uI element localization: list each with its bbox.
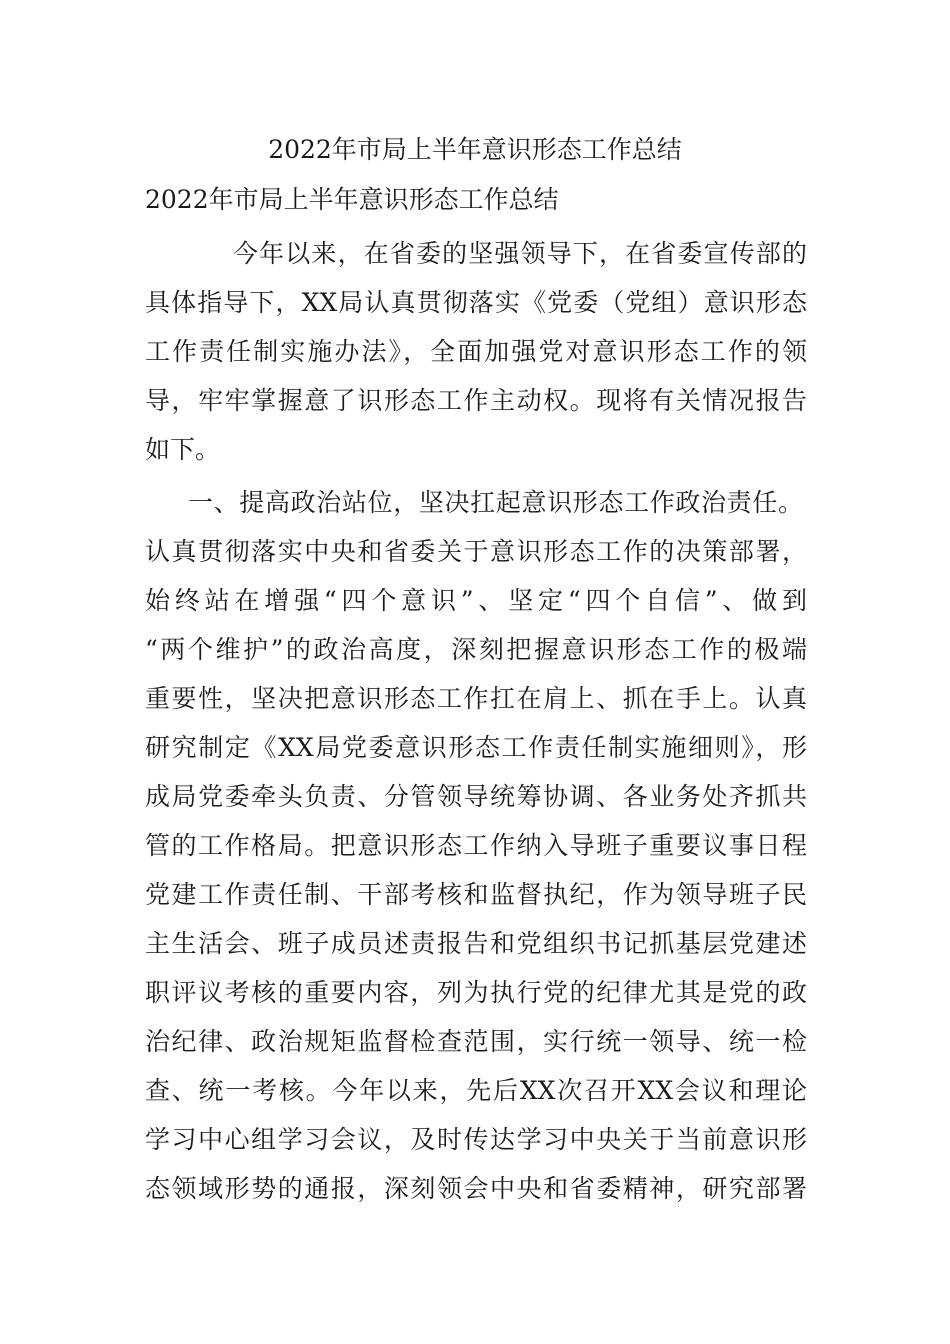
paragraph-2-line: 研究制定《XX局党委意识形态工作责任制实施细则》，形 <box>145 733 807 762</box>
paragraph-1-line: 导，牢牢掌握意了识形态工作主动权。现将有关情况报告 <box>145 386 807 415</box>
paragraph-2-line: 态领域形势的通报，深刻领会中央和省委精神，研究部署 <box>145 1174 807 1203</box>
paragraph-2-line: 查、统一考核。今年以来，先后XX次召开XX会议和理论 <box>145 1076 807 1105</box>
paragraph-1-line: 如下。 <box>145 435 221 464</box>
paragraph-2-line: 职评议考核的重要内容，列为执行党的纪律尤其是党的政 <box>145 978 807 1007</box>
paragraph-2-line: 主生活会、班子成员述责报告和党组织书记抓基层党建述 <box>145 929 807 958</box>
paragraph-2-line: 重要性，坚决把意识形态工作扛在肩上、抓在手上。认真 <box>145 684 807 713</box>
paragraph-2-line: 始终站在增强“四个意识”、坚定“四个自信”、做到 <box>145 586 807 615</box>
document-subtitle: 2022年市局上半年意识形态工作总结 <box>145 185 559 214</box>
paragraph-2-line: 成局党委牵头负责、分管领导统筹协调、各业务处齐抓共 <box>145 782 807 811</box>
paragraph-2-line: 管的工作格局。把意识形态工作纳入导班子重要议事日程 <box>145 831 807 860</box>
paragraph-1-line: 具体指导下，XX局认真贯彻落实《党委（党组）意识形态 <box>145 288 807 317</box>
paragraph-1-line: 工作责任制实施办法》，全面加强党对意识形态工作的领 <box>145 337 807 366</box>
document-title: 2022年市局上半年意识形态工作总结 <box>268 135 682 164</box>
paragraph-1-line: 今年以来，在省委的坚强领导下，在省委宣传部的 <box>233 239 807 268</box>
section-heading-line: 一、提高政治站位，坚决扛起意识形态工作政治责任。 <box>188 488 803 517</box>
paragraph-2-line: 认真贯彻落实中央和省委关于意识形态工作的决策部署， <box>145 537 807 566</box>
paragraph-2-line: 党建工作责任制、干部考核和监督执纪，作为领导班子民 <box>145 880 807 909</box>
paragraph-2-line: “两个维护”的政治高度，深刻把握意识形态工作的极端 <box>145 635 807 664</box>
paragraph-2-line: 学习中心组学习会议，及时传达学习中央关于当前意识形 <box>145 1125 807 1154</box>
paragraph-2-line: 治纪律、政治规矩监督检查范围，实行统一领导、统一检 <box>145 1027 807 1056</box>
